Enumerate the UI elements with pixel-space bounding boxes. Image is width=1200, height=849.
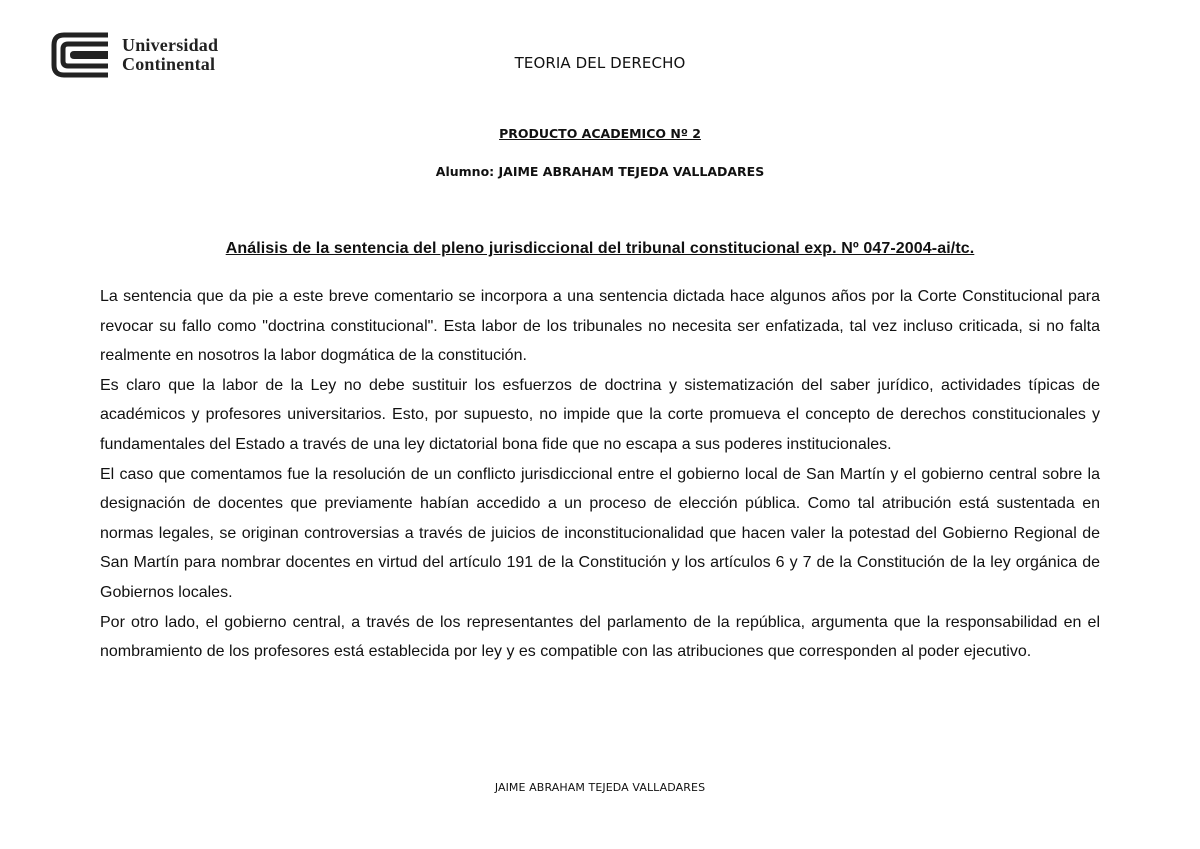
producto-heading: PRODUCTO ACADEMICO Nº 2 xyxy=(499,126,701,141)
body-text xyxy=(100,282,1100,667)
paragraph: La sentencia que da pie a este breve comentario se incorpora a una sentencia dictada hace algunos años por la Corte Constitucional para revocar su fallo como "doctrina constitucional". Esta labor de los tribunales no necesita ser enfatizada, tal vez incluso criticada, si no falta realmente en nosotros la labor dogmática de la constitución. xyxy=(100,288,1100,365)
page-header-title: TEORIA DEL DERECHO xyxy=(514,54,686,72)
page-footer: JAIME ABRAHAM TEJEDA VALLADARES xyxy=(494,781,706,794)
student-name: Alumno: JAIME ABRAHAM TEJEDA VALLADARES xyxy=(435,164,765,179)
paragraph: Es claro que la labor de la Ley no debe sustituir los esfuerzos de doctrina y sistematización del saber jurídico, actividades típicas de académicos y profesores universitarios. Esto, por supuesto, no impide que la corte promueva el concepto de derechos constitucionales y fundamentales del Estado a través de una ley dictatorial bona fide que no escapa a sus poderes institucionales. xyxy=(100,376,1100,453)
logo-line-2: Continental xyxy=(122,54,216,74)
analysis-title: Análisis de la sentencia del pleno jurisdiccional del tribunal constitucional exp. Nº 047-2004-ai/tc. xyxy=(225,240,975,257)
logo-line-1: Universidad xyxy=(122,35,219,55)
paragraph: Por otro lado, el gobierno central, a través de los representantes del parlamento de la república, argumenta que la responsabilidad en el nombramiento de los profesores está establecida por ley y es compatible con las atribuciones que corresponden al poder ejecutivo. xyxy=(100,613,1100,661)
paragraph: El caso que comentamos fue la resolución de un conflicto jurisdiccional entre el gobierno local de San Martín y el gobierno central sobre la designación de docentes que previamente habían accedido a un proceso de elección pública. Como tal atribución está sustentada en normas legales, se originan controversias a través de juicios de inconstitucionalidad que hacen valer la potestad del Gobierno Regional de San Martín para nombrar docentes en virtud del artículo 191 de la Constitución y los artículos 6 y 7 de la Constitución de la ley orgánica de Gobiernos locales. xyxy=(100,465,1100,601)
